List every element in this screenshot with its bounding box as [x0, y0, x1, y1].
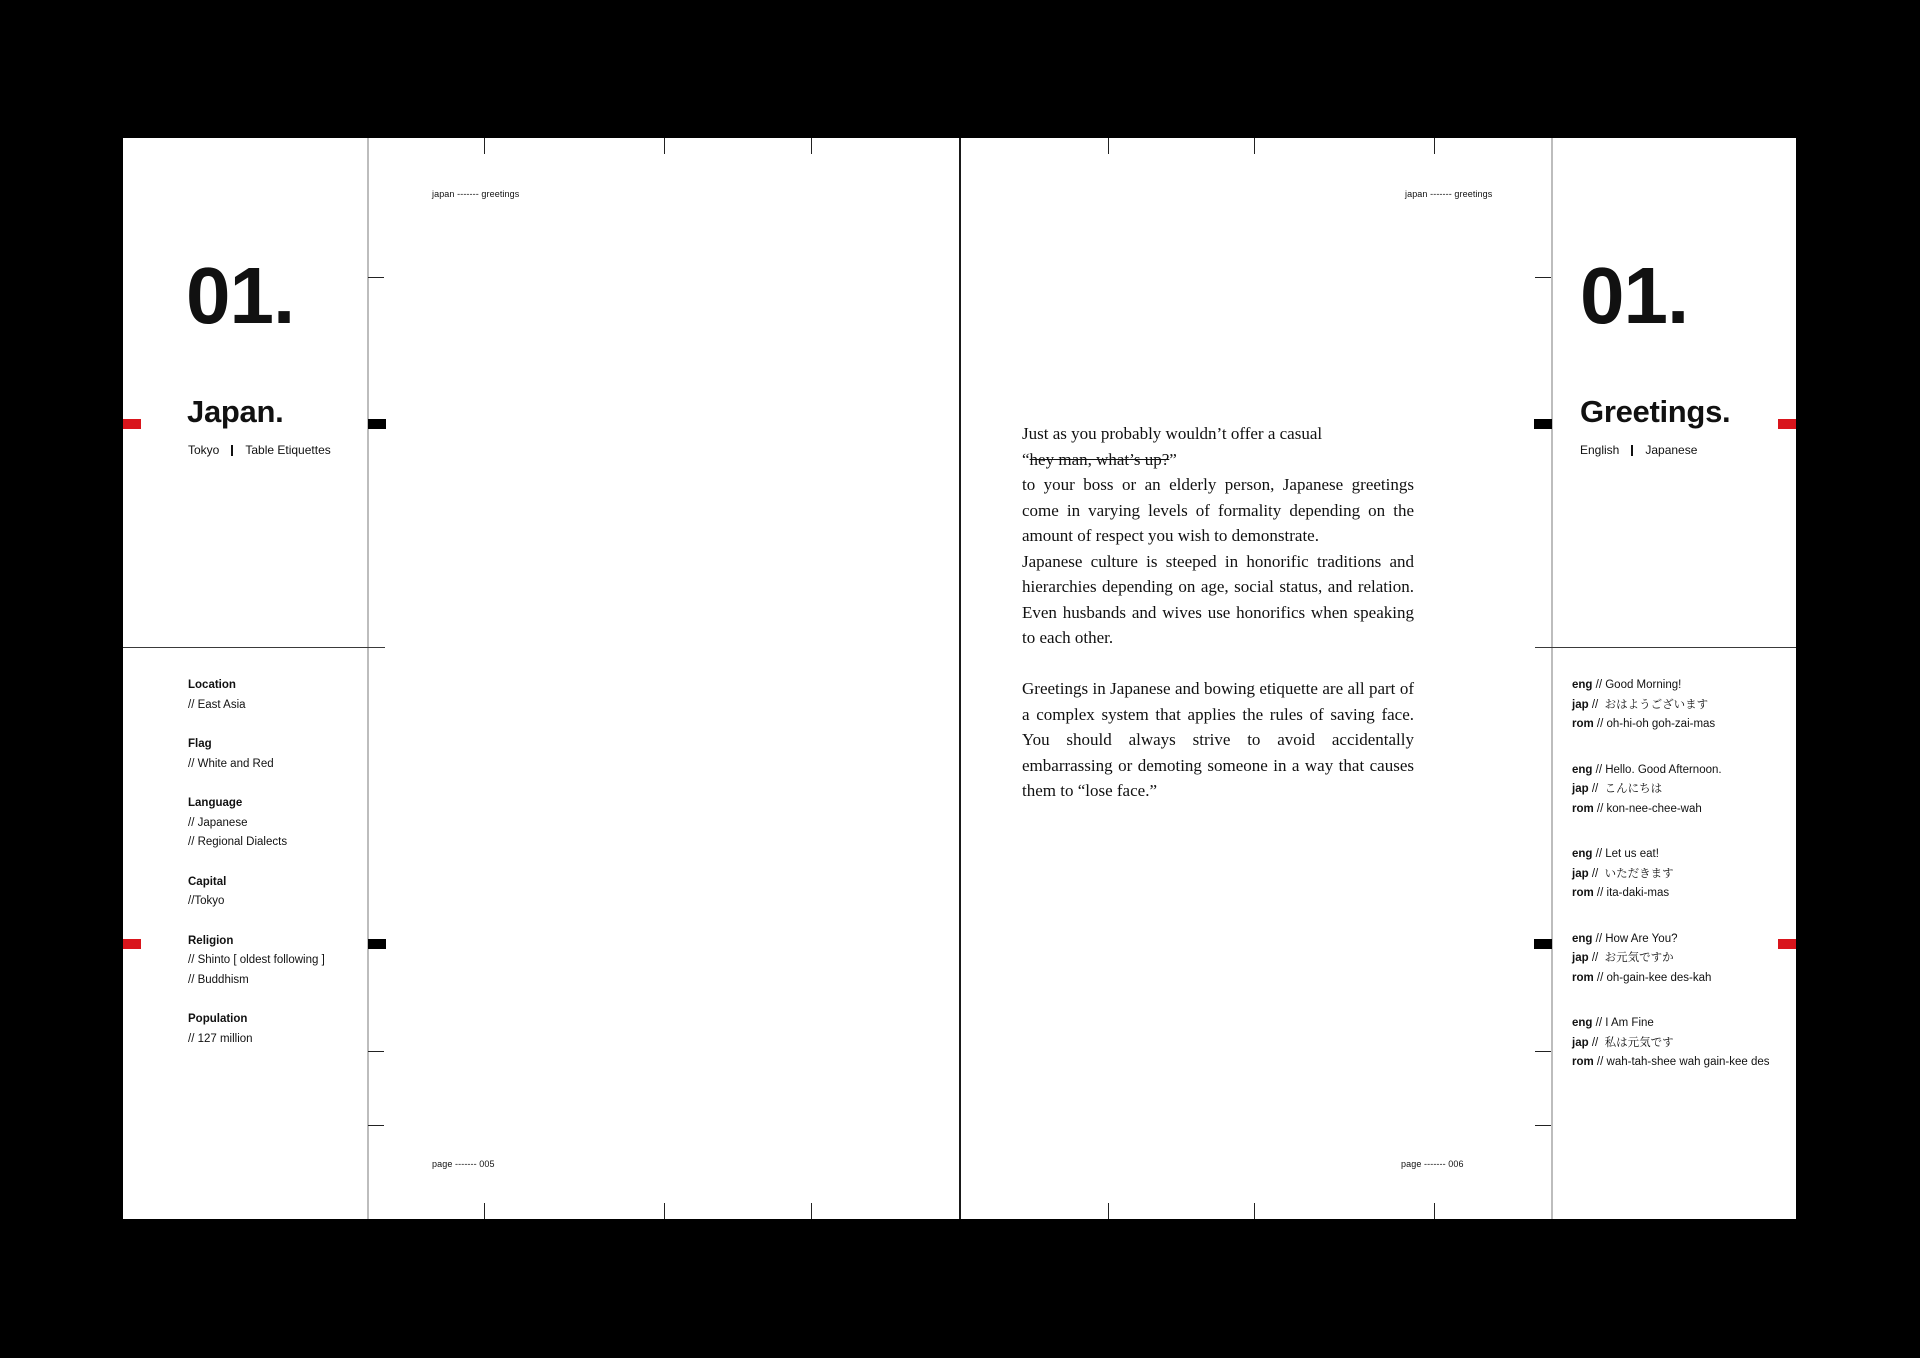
fact-value: // Shinto [ oldest following ] [188, 954, 325, 966]
phrase-romaji: rom // ita-daki-mas [1572, 887, 1670, 899]
running-head-left: japan ------- greetings [432, 189, 520, 199]
fact-capital [188, 873, 358, 912]
chapter-subtitle-right [1580, 443, 1697, 457]
subtitle-item: English [1580, 443, 1620, 457]
subtitle-item: Japanese [1645, 443, 1698, 457]
crop-tick [368, 1125, 384, 1126]
magazine-spread [123, 138, 1796, 1219]
subtitle-separator [1631, 445, 1633, 456]
crop-tick [1535, 1051, 1551, 1052]
crop-tick [1254, 138, 1255, 154]
crop-tick [368, 277, 384, 278]
fact-value: // Buddhism [188, 973, 249, 986]
country-facts-list [188, 676, 358, 1069]
subtitle-item: Tokyo [188, 443, 220, 457]
fact-population [188, 1010, 358, 1049]
fact-label: Location [188, 679, 236, 691]
phrase-japanese: jap // 私は元気です [1572, 1036, 1674, 1049]
phrase-english: eng // How Are You? [1572, 932, 1678, 945]
fact-value: // Japanese [188, 816, 248, 829]
right-divider-rule [1535, 647, 1796, 648]
black-registration-mark [368, 419, 386, 429]
red-registration-mark [123, 939, 141, 949]
black-registration-mark [1534, 419, 1552, 429]
crop-tick [1434, 1203, 1435, 1219]
crop-tick [664, 138, 665, 154]
crop-tick [484, 138, 485, 154]
spine-rule [959, 138, 961, 1219]
crop-tick [1254, 1203, 1255, 1219]
body-paragraph: Greetings in Japanese and bowing etiquette are all part of a complex system that applies the rules of saving face. You should always strive to avoid accidentally embarrassing or demoting someone in a way that causes them to “lose face.” [1022, 679, 1414, 800]
phrase-romaji: rom // wah-tah-shee wah gain-kee des [1572, 1056, 1770, 1068]
red-registration-mark [123, 419, 141, 429]
chapter-title-left: Japan. [187, 394, 284, 429]
phrase-entry [1572, 1014, 1802, 1073]
phrase-english: eng // I Am Fine [1572, 1017, 1654, 1029]
chapter-number-right: 01. [1580, 251, 1689, 340]
fact-label: Language [188, 797, 243, 809]
running-head-right: japan ------- greetings [1405, 189, 1493, 199]
body-quote: “hey man, what’s up?” [1022, 449, 1177, 469]
crop-tick [1535, 277, 1551, 278]
fact-value: // White and Red [188, 757, 274, 770]
strikethrough-quote: hey man, what’s up? [1029, 449, 1170, 469]
fact-language [188, 794, 358, 853]
subtitle-item: Table Etiquettes [245, 443, 331, 457]
left-divider-rule [123, 647, 385, 648]
phrase-romaji: rom // kon-nee-chee-wah [1572, 802, 1702, 815]
fact-religion [188, 932, 358, 991]
fact-value: // 127 million [188, 1032, 253, 1045]
fact-value: // East Asia [188, 698, 246, 711]
fact-flag [188, 735, 358, 774]
crop-tick [1535, 1125, 1551, 1126]
phrase-entry [1572, 676, 1802, 735]
crop-tick [368, 1051, 384, 1052]
phrase-entry [1572, 761, 1802, 820]
fact-location [188, 676, 358, 715]
crop-tick [1434, 138, 1435, 154]
crop-tick [811, 138, 812, 154]
fact-value: //Tokyo [188, 895, 225, 907]
phrase-english: eng // Good Morning! [1572, 679, 1682, 691]
phrase-japanese: jap // お元気ですか [1572, 952, 1674, 964]
phrase-japanese: jap // いただきます [1572, 867, 1674, 880]
fact-label: Religion [188, 934, 234, 947]
chapter-number-left: 01. [186, 251, 295, 340]
crop-tick [1108, 138, 1109, 154]
phrase-japanese: jap // こんにちは [1572, 783, 1663, 795]
crop-tick [811, 1203, 812, 1219]
body-paragraph: to your boss or an elderly person, Japanese greetings come in varying levels of formality depending on the amount of respect you wish to demonstrate. [1022, 475, 1414, 545]
fact-label: Population [188, 1013, 248, 1025]
phrase-entry [1572, 930, 1802, 989]
black-registration-mark [1534, 939, 1552, 949]
phrase-english: eng // Hello. Good Afternoon. [1572, 763, 1722, 776]
phrase-entry [1572, 845, 1802, 904]
paragraph-gap [1022, 651, 1414, 677]
fact-label: Flag [188, 738, 212, 750]
crop-tick [1108, 1203, 1109, 1219]
left-margin-rule [367, 138, 369, 1219]
page-number-left: page ------- 005 [432, 1159, 495, 1169]
chapter-subtitle-left [188, 443, 331, 457]
phrase-romaji: rom // oh-hi-oh goh-zai-mas [1572, 718, 1716, 730]
body-intro: Just as you probably wouldn’t offer a casual [1022, 424, 1323, 443]
article-body [1022, 421, 1414, 804]
fact-value: // Regional Dialects [188, 836, 288, 848]
black-registration-mark [368, 939, 386, 949]
page-number-right: page ------- 006 [1401, 1159, 1464, 1169]
body-paragraph: Japanese culture is steeped in honorific traditions and hierarchies depending on age, social status, and relation. Even husbands and wives use honorifics when speaking to each other. [1022, 551, 1414, 647]
right-margin-rule [1551, 138, 1553, 1219]
greeting-phrases-list [1572, 676, 1802, 1099]
phrase-romaji: rom // oh-gain-kee des-kah [1572, 971, 1712, 984]
chapter-title-right: Greetings. [1580, 394, 1731, 429]
crop-tick [664, 1203, 665, 1219]
phrase-japanese: jap // おはようございます [1572, 698, 1709, 711]
crop-tick [484, 1203, 485, 1219]
fact-label: Capital [188, 875, 227, 888]
phrase-english: eng // Let us eat! [1572, 848, 1659, 860]
red-registration-mark [1778, 419, 1796, 429]
subtitle-separator [231, 445, 233, 456]
